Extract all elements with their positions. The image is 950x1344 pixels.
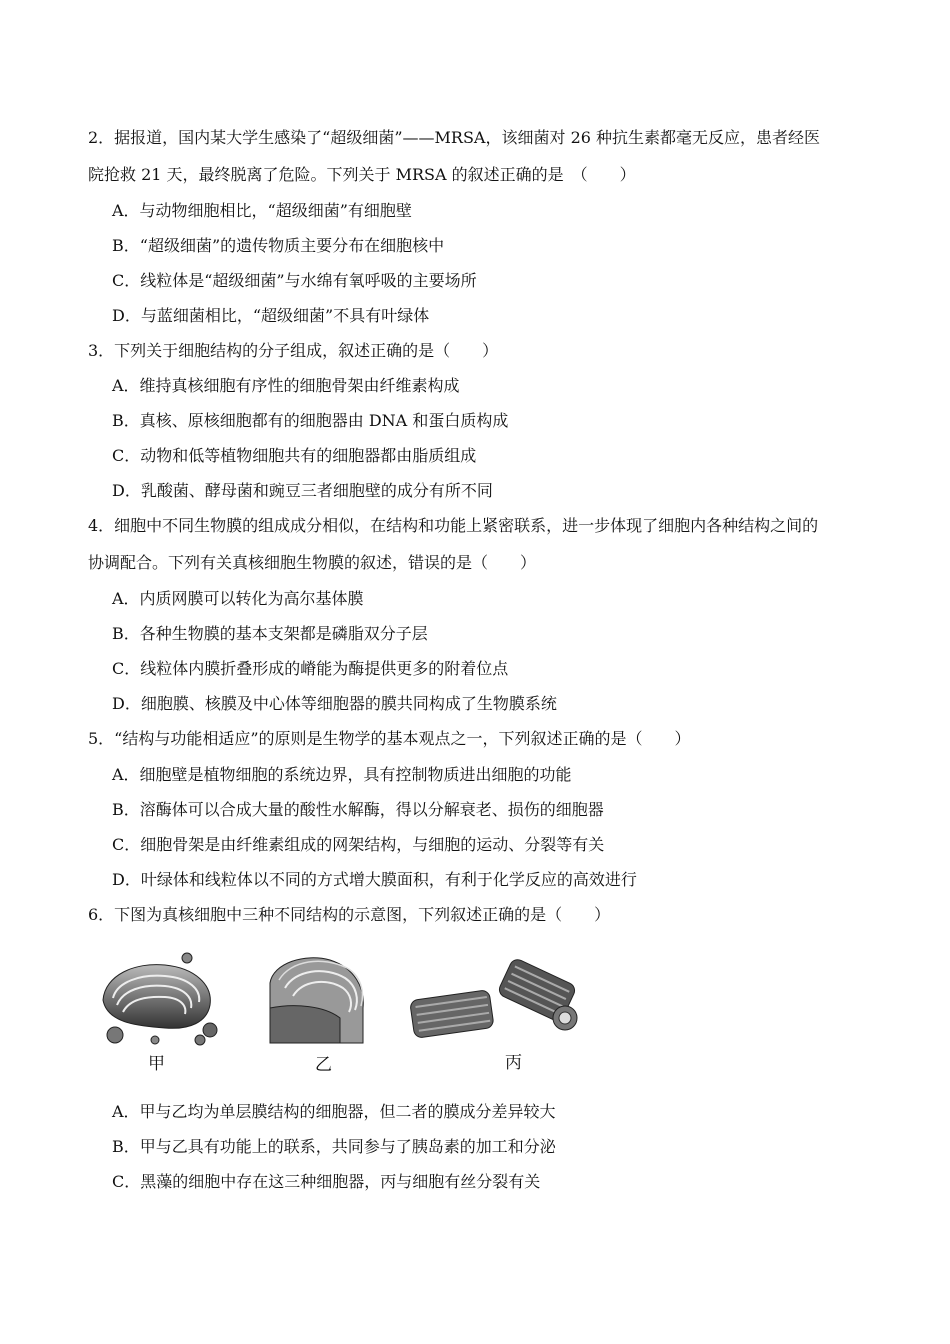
q4-option-b: B．各种生物膜的基本支架都是磷脂双分子层	[112, 624, 428, 643]
q5-stem: 5．“结构与功能相适应”的原则是生物学的基本观点之一，下列叙述正确的是（ ）	[88, 729, 691, 748]
q5-option-d: D．叶绿体和线粒体以不同的方式增大膜面积，有利于化学反应的高效进行	[112, 870, 637, 889]
figure-label-bing: 丙	[505, 1053, 522, 1073]
q4-option-c: C．线粒体内膜折叠形成的嵴能为酶提供更多的附着位点	[112, 659, 509, 678]
q6-option-c: C．黑藻的细胞中存在这三种细胞器，丙与细胞有丝分裂有关	[112, 1172, 541, 1191]
q2-stem-line2: 院抢救 21 天，最终脱离了危险。下列关于 MRSA 的叙述正确的是 （ ）	[88, 165, 636, 184]
q5-option-c: C．细胞骨架是由纤维素组成的网架结构，与细胞的运动、分裂等有关	[112, 835, 605, 854]
endoplasmic-reticulum-image	[265, 948, 375, 1053]
q2-option-b: B．“超级细菌”的遗传物质主要分布在细胞核中	[112, 236, 445, 255]
q2-stem-line1: 2．据报道，国内某大学生感染了“超级细菌”——MRSA，该细菌对 26 种抗生素都毫无反应，患者经医	[88, 128, 821, 147]
q4-stem-line2: 协调配合。下列有关真核细胞生物膜的叙述，错误的是（ ）	[88, 553, 537, 572]
golgi-apparatus-image	[95, 950, 225, 1050]
q2-option-d: D．与蓝细菌相比，“超级细菌”不具有叶绿体	[112, 306, 430, 325]
organelle-figure	[95, 945, 595, 1075]
q6-option-b: B．甲与乙具有功能上的联系，共同参与了胰岛素的加工和分泌	[112, 1137, 556, 1156]
centrosome-image	[407, 950, 587, 1050]
q4-option-a: A．内质网膜可以转化为高尔基体膜	[112, 589, 364, 608]
q6-option-a: A．甲与乙均为单层膜结构的细胞器，但二者的膜成分差异较大	[112, 1102, 556, 1121]
figure-label-yi: 乙	[315, 1055, 332, 1075]
q3-option-b: B．真核、原核细胞都有的细胞器由 DNA 和蛋白质构成	[112, 411, 509, 430]
q3-stem: 3．下列关于细胞结构的分子组成，叙述正确的是（ ）	[88, 341, 499, 360]
figure-label-jia: 甲	[148, 1054, 165, 1074]
q4-option-d: D．细胞膜、核膜及中心体等细胞器的膜共同构成了生物膜系统	[112, 694, 557, 713]
q4-stem-line1: 4．细胞中不同生物膜的组成成分相似，在结构和功能上紧密联系，进一步体现了细胞内各种结构之间的	[88, 516, 819, 535]
q3-option-a: A．维持真核细胞有序性的细胞骨架由纤维素构成	[112, 376, 460, 395]
q2-option-c: C．线粒体是“超级细菌”与水绵有氧呼吸的主要场所	[112, 271, 477, 290]
q6-stem: 6．下图为真核细胞中三种不同结构的示意图，下列叙述正确的是（ ）	[88, 905, 611, 924]
q5-option-b: B．溶酶体可以合成大量的酸性水解酶，得以分解衰老、损伤的细胞器	[112, 800, 604, 819]
q5-option-a: A．细胞壁是植物细胞的系统边界，具有控制物质进出细胞的功能	[112, 765, 572, 784]
q3-option-d: D．乳酸菌、酵母菌和豌豆三者细胞壁的成分有所不同	[112, 481, 493, 500]
q3-option-c: C．动物和低等植物细胞共有的细胞器都由脂质组成	[112, 446, 477, 465]
q2-option-a: A．与动物细胞相比，“超级细菌”有细胞壁	[112, 201, 412, 220]
